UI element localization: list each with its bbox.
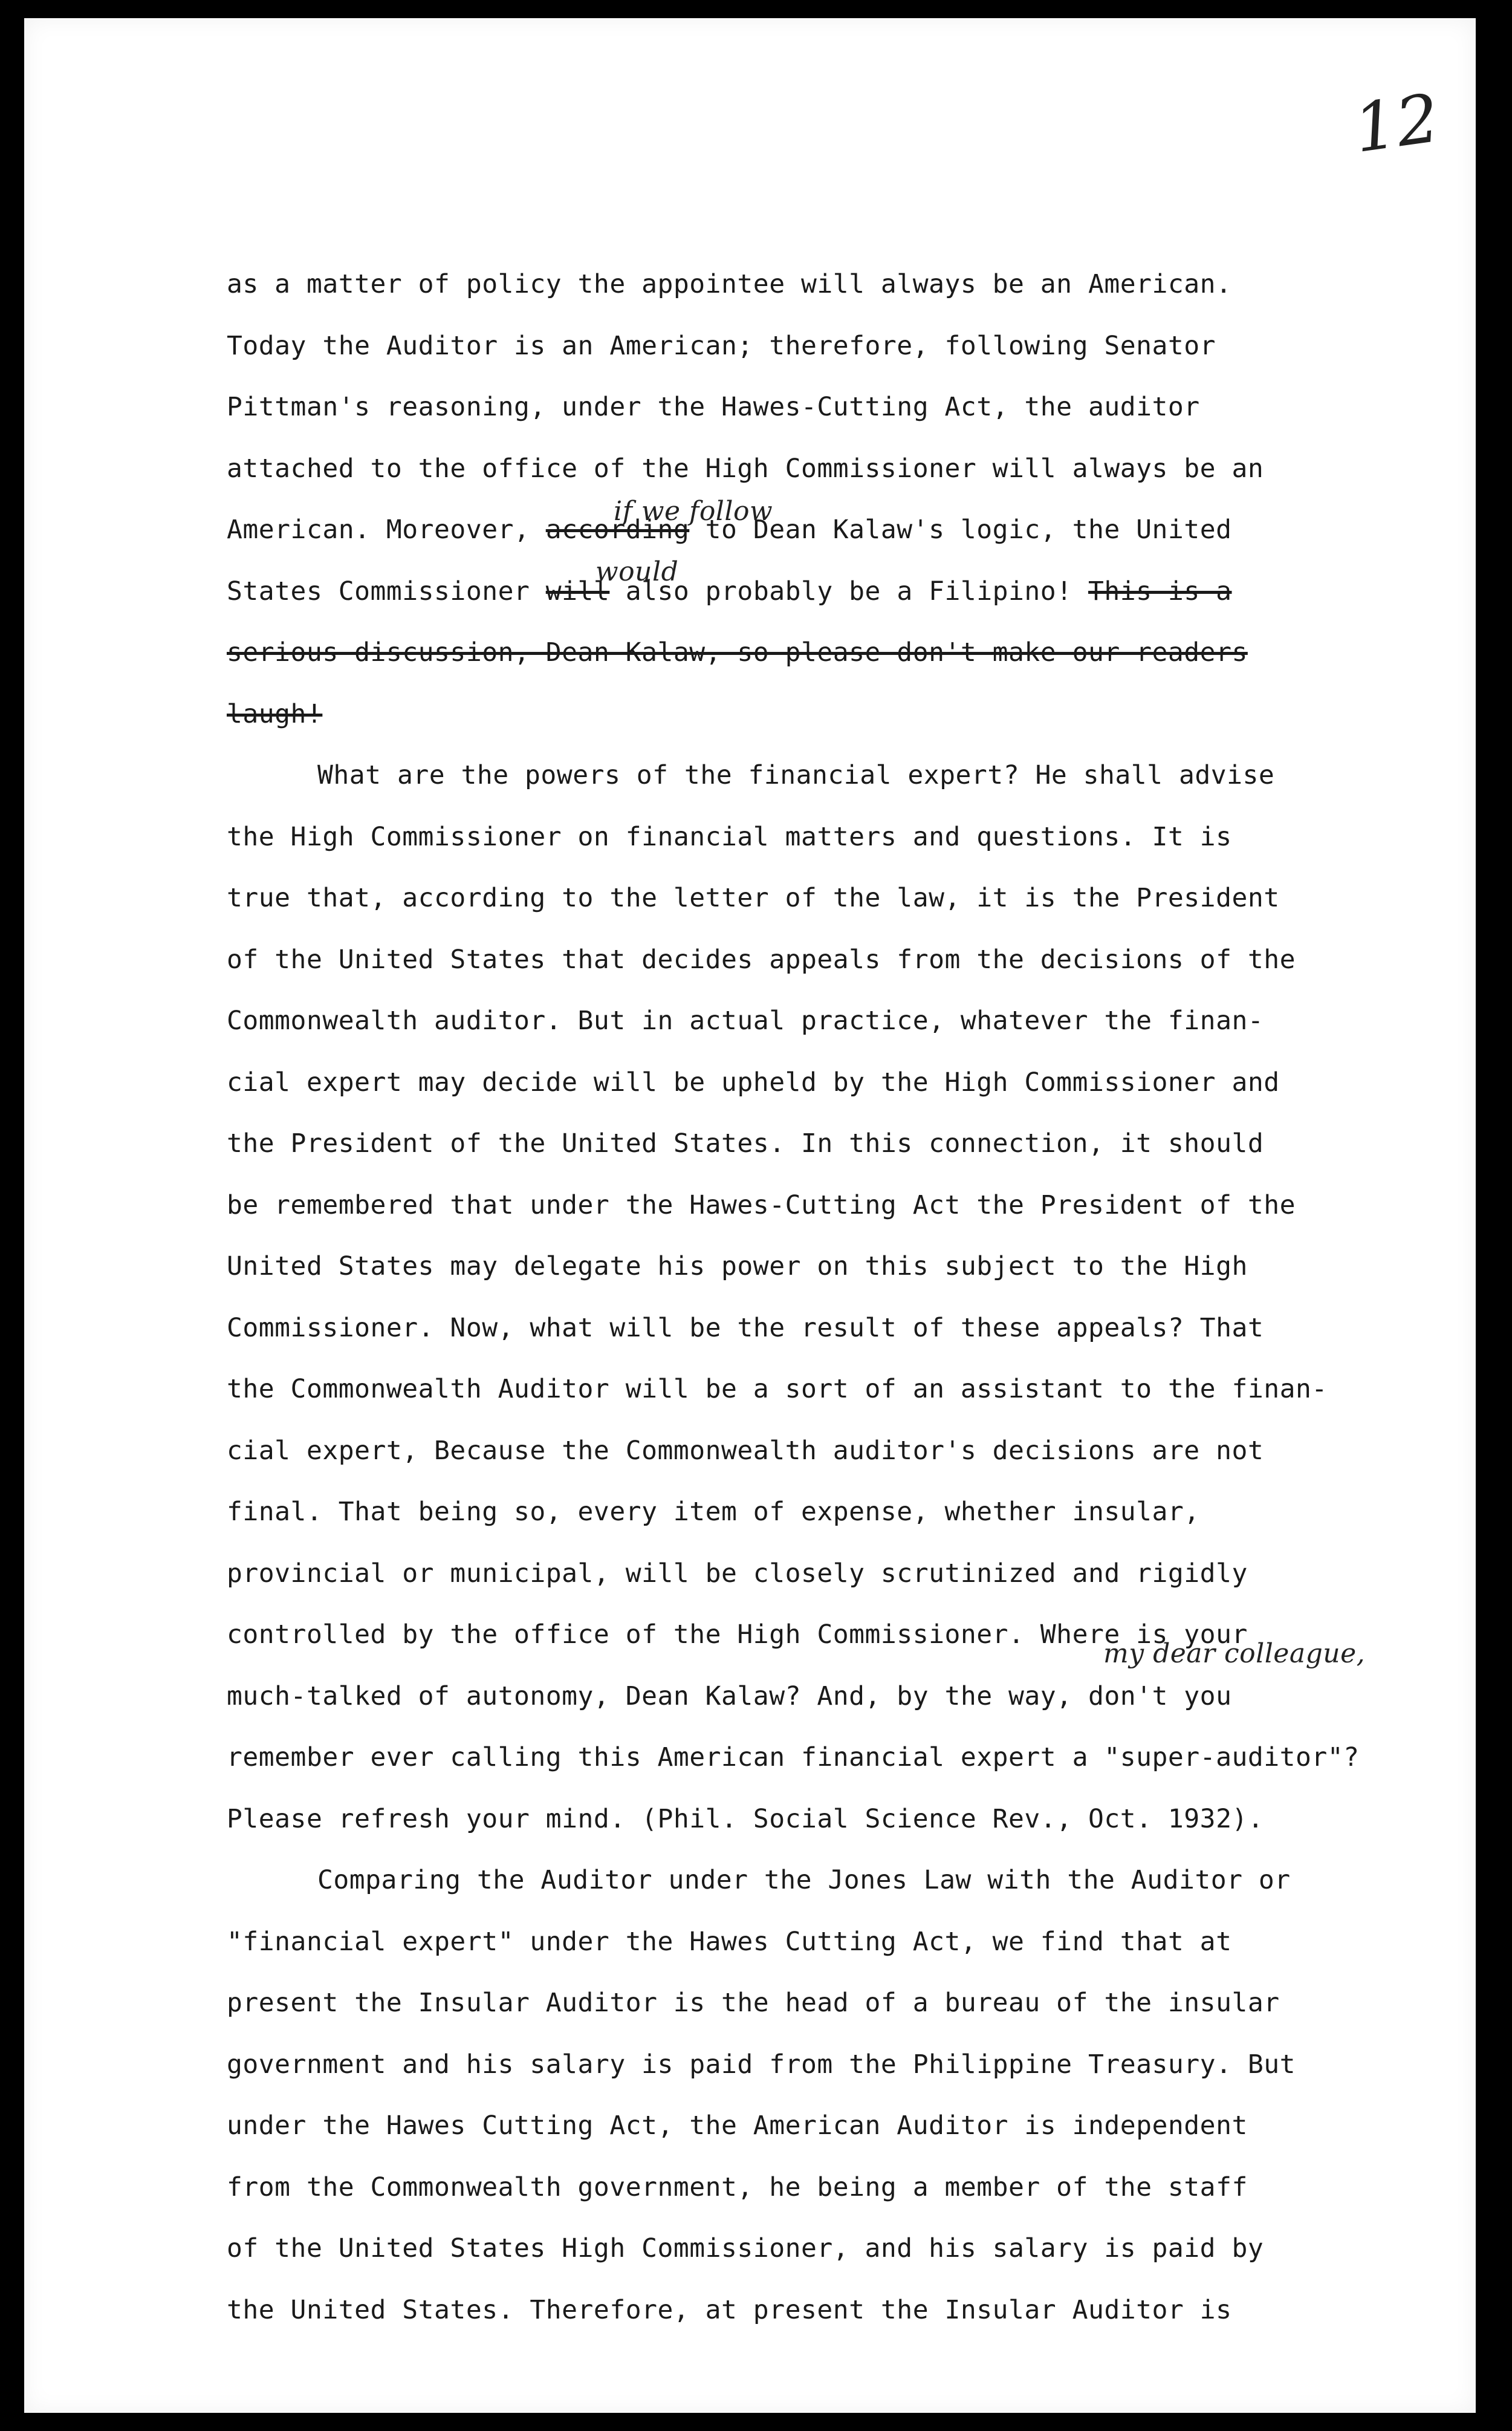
handwritten-insertion: if we follow: [614, 496, 773, 527]
text-segment: to Dean Kalaw's logic, the United: [689, 515, 1232, 545]
text-line: attached to the office of the High Commissioner will always be an: [227, 453, 1264, 484]
typed-text-body: [227, 254, 1478, 2341]
struck-word: according: [545, 515, 690, 545]
document-page: [24, 18, 1476, 2413]
text-line: the Commonwealth Auditor will be a sort of an assistant to the finan-: [227, 1374, 1328, 1404]
text-line: cial expert, Because the Commonwealth auditor's decisions are not: [227, 1435, 1264, 1466]
text-line: under the Hawes Cutting Act, the American Auditor is independent: [227, 2110, 1248, 2141]
text-line: cial expert may decide will be upheld by the High Commissioner and: [227, 1067, 1280, 1098]
text-segment: controlled by the office of the High Commissioner. Where is your: [227, 1619, 1248, 1650]
text-line: final. That being so, every item of expense, whether insular,: [227, 1497, 1200, 1527]
text-line: What are the powers of the financial expert? He shall advise: [317, 760, 1275, 790]
text-line-struck: laugh!: [227, 698, 323, 729]
text-line: United States may delegate his power on this subject to the High: [227, 1251, 1248, 1281]
text-line: of the United States that decides appeals from the decisions of the: [227, 944, 1296, 975]
handwritten-insertion: would: [595, 556, 679, 587]
text-line: as a matter of policy the appointee will always be an American.: [227, 269, 1232, 299]
text-line: Today the Auditor is an American; therefore, following Senator: [227, 330, 1216, 361]
text-line: from the Commonwealth government, he being a member of the staff: [227, 2172, 1248, 2202]
text-line: [227, 1604, 1478, 1669]
text-line: of the United States High Commissioner, and his salary is paid by: [227, 2233, 1264, 2263]
text-line: true that, according to the letter of the law, it is the President: [227, 883, 1280, 913]
handwritten-insertion: my dear colleague,: [1103, 1638, 1366, 1669]
text-line: Commissioner. Now, what will be the result of these appeals? That: [227, 1312, 1264, 1343]
text-line: the High Commissioner on financial matters and questions. It is: [227, 821, 1232, 852]
text-line-struck: serious discussion, Dean Kalaw, so please don't make our readers: [227, 637, 1248, 668]
struck-text: This is a: [1088, 576, 1232, 607]
text-line: [227, 496, 1478, 561]
text-line: Comparing the Auditor under the Jones Law with the Auditor or: [317, 1865, 1291, 1895]
text-line: much-talked of autonomy, Dean Kalaw? And, by the way, don't you: [227, 1681, 1232, 1711]
text-line: remember ever calling this American financial expert a "super-auditor"?: [227, 1742, 1360, 1772]
text-line: the President of the United States. In this connection, it should: [227, 1128, 1264, 1159]
text-segment: American. Moreover,: [227, 515, 546, 545]
text-segment: also probably be a Filipino!: [609, 576, 1088, 607]
page-number: 12: [1349, 79, 1444, 168]
struck-word: will: [545, 576, 610, 607]
text-line: [227, 556, 1478, 623]
text-line: government and his salary is paid from the Philippine Treasury. But: [227, 2049, 1296, 2080]
text-line: "financial expert" under the Hawes Cutting Act, we find that at: [227, 1926, 1232, 1957]
text-line: present the Insular Auditor is the head of a bureau of the insular: [227, 1988, 1280, 2018]
text-segment: States Commissioner: [227, 576, 546, 607]
text-line: Please refresh your mind. (Phil. Social Science Rev., Oct. 1932).: [227, 1803, 1264, 1834]
text-line: Pittman's reasoning, under the Hawes-Cutting Act, the auditor: [227, 392, 1200, 422]
text-line: Commonwealth auditor. But in actual practice, whatever the finan-: [227, 1006, 1264, 1036]
text-line: provincial or municipal, will be closely scrutinized and rigidly: [227, 1558, 1248, 1589]
text-line: be remembered that under the Hawes-Cutting Act the President of the: [227, 1189, 1296, 1220]
text-line: the United States. Therefore, at present the Insular Auditor is: [227, 2294, 1232, 2325]
